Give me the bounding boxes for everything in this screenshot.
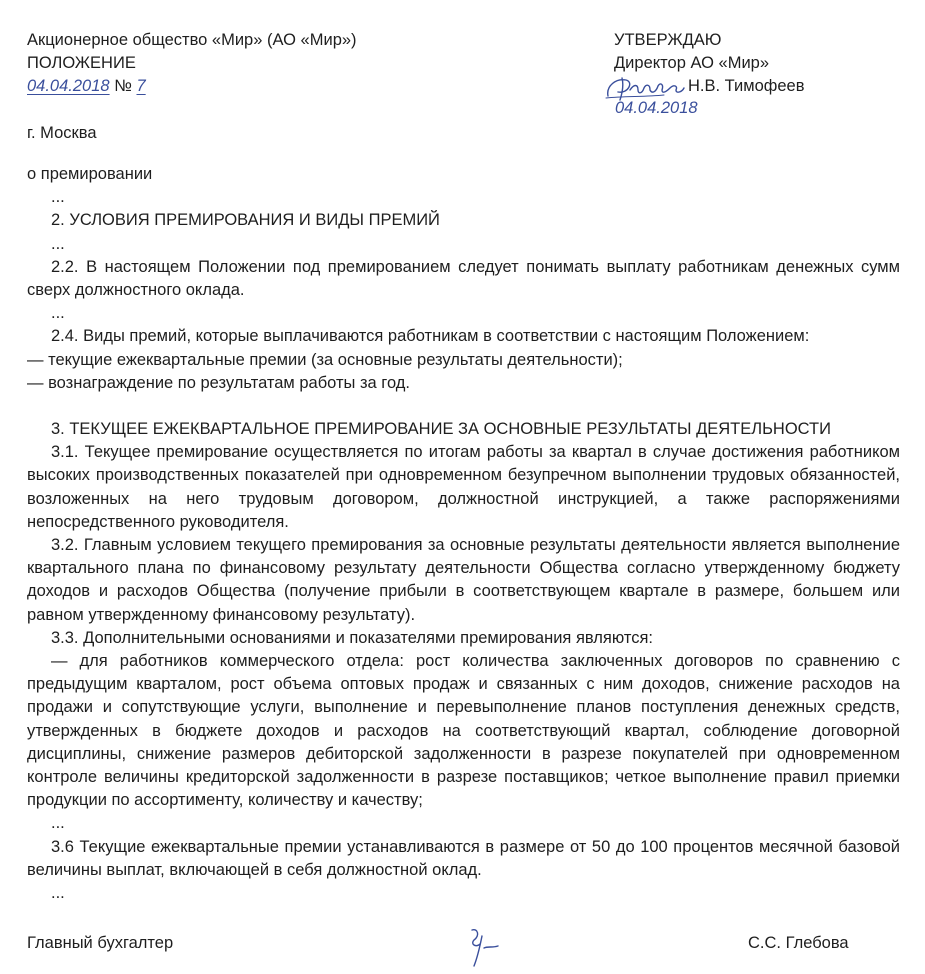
document-date-line (27, 77, 146, 96)
paragraph-2-4: 2.4. Виды премий, которые выплачиваются работникам в соответствии с настоящим Положением: (51, 327, 810, 346)
approval-title: УТВЕРЖДАЮ (614, 31, 722, 49)
document-number: 7 (136, 77, 146, 95)
paragraph-3-2: 3.2. Главным условием текущего премирования за основные результаты деятельности является выполнение квартального плана по финансовому результату деятельности Общества согласно утвержденному бюджету доходов и расходов Общества (получение прибыли в соответствующем квартале в размере, большем или равном утвержденному финансовому результату). (27, 536, 900, 624)
approval-position: Директор АО «Мир» (614, 54, 770, 72)
accountant-position: Главный бухгалтер (27, 934, 174, 952)
paragraph-3-1: 3.1. Текущее премирование осуществляется по итогам работы за квартал в случае достижения работником высоких производственных показателей при одновременном безупречном выполнении трудовых обязанностей, возложенных на него трудовым договором, должностной инструкцией, а также распоряжениями непосредственного руководителя. (27, 443, 900, 531)
accountant-signature-icon (462, 926, 504, 970)
list-item-commercial-dept: — для работников коммерческого отдела: рост количества заключенных договоров по сравнению с предыдущим кварталом, рост объема оптовых продаж и связанных с ним доходов, снижение расходов на продажи и сопутствующие услуги, выполнение и перевыполнение планов поступления денежных средств, утвержденных в бюджете доходов и расходов на соответствующий квартал, соблюдение договорной дисциплины, снижение размеров дебиторской задолженности в разрезе покупателей при одновременном контроле величины кредиторской задолженности в разрезе поставщиков; четкое выполнение правил приемки продукции по ассортименту, количеству и качеству; (27, 652, 900, 810)
ellipsis: ... (51, 814, 65, 833)
section-2-title: 2. УСЛОВИЯ ПРЕМИРОВАНИЯ И ВИДЫ ПРЕМИЙ (51, 211, 440, 230)
ellipsis: ... (51, 304, 65, 323)
organization-name: Акционерное общество «Мир» (АО «Мир») (27, 31, 357, 49)
ellipsis: ... (51, 884, 65, 903)
list-item-quarterly-bonus: — текущие ежеквартальные премии (за основные результаты деятельности); (27, 350, 623, 369)
director-name: Н.В. Тимофеев (688, 77, 805, 95)
document-type: ПОЛОЖЕНИЕ (27, 54, 136, 72)
list-item-annual-reward: — вознаграждение по результатам работы за год. (27, 373, 410, 392)
paragraph-2-2: 2.2. В настоящем Положении под премированием следует понимать выплату работникам денежных сумм сверх должностного оклада. (27, 257, 900, 300)
document-date: 04.04.2018 (27, 77, 110, 95)
paragraph-3-6: 3.6 Текущие ежеквартальные премии устанавливаются в размере от 50 до 100 процентов месячной базовой величины выплат, включающей в себя должностной оклад. (27, 837, 900, 879)
document-subject: о премировании (27, 165, 153, 183)
city: г. Москва (27, 124, 97, 142)
approval-date: 04.04.2018 (615, 99, 698, 117)
number-sign: № (114, 77, 132, 95)
section-3-title: 3. ТЕКУЩЕЕ ЕЖЕКВАРТАЛЬНОЕ ПРЕМИРОВАНИЕ ЗА ОСНОВНЫЕ РЕЗУЛЬТАТЫ ДЕЯТЕЛЬНОСТИ (51, 420, 831, 439)
document-body (27, 163, 900, 905)
ellipsis: ... (51, 234, 65, 253)
accountant-name: С.С. Глебова (748, 934, 849, 952)
spacer (27, 395, 900, 418)
paragraph-3-3: 3.3. Дополнительными основаниями и показателями премирования являются: (51, 628, 653, 647)
ellipsis: ... (51, 188, 65, 207)
